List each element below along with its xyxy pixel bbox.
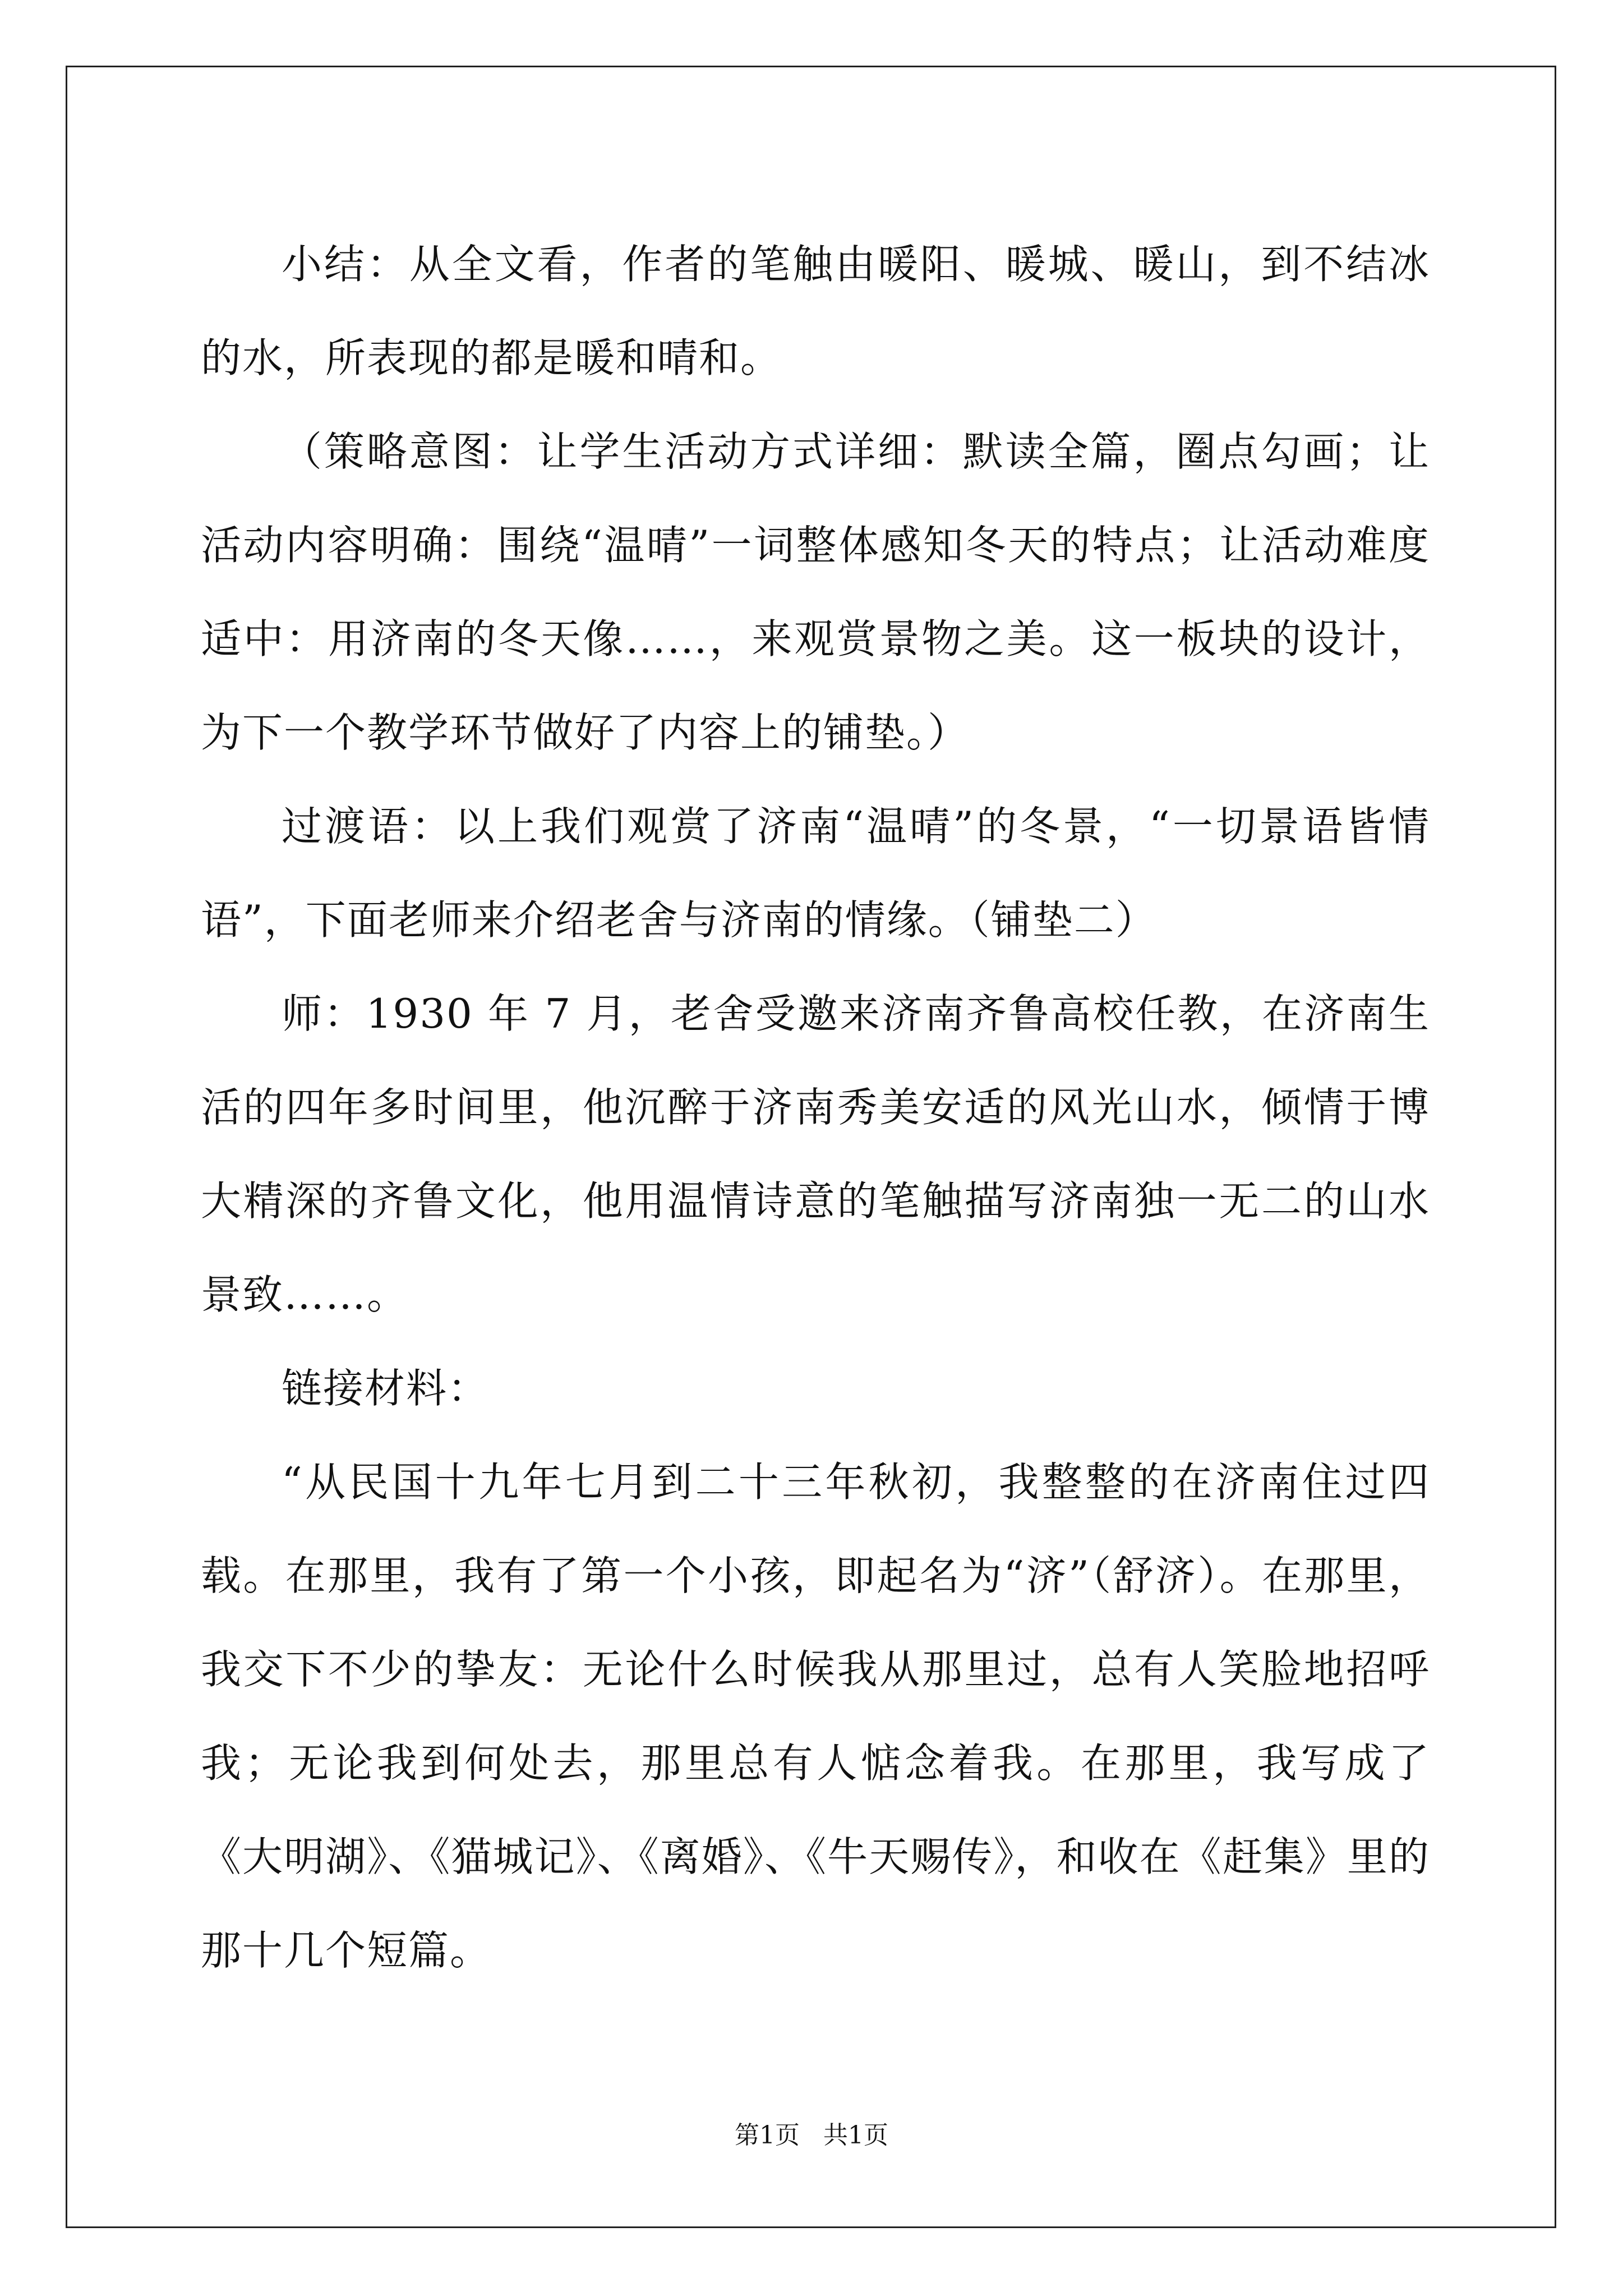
paragraph-strategy-intent: （策略意图：让学生活动方式详细：默读全篇，圈点勾画；让活动内容明确：围绕“温晴”一词整体感知冬天的特点；让活动难度适中：用济南的冬天像……，来观赏景物之美。这一板块的设计，为下一个教学环节做好了内容上的铺垫。） — [201, 428, 1430, 756]
page-footer — [0, 2115, 1623, 2151]
paragraph-transition: 过渡语：以上我们观赏了济南“温晴”的冬景，“一切景语皆情语”，下面老师来介绍老舍与济南的情缘。（铺垫二） — [201, 803, 1430, 944]
paragraph-summary: 小结：从全文看，作者的笔触由暖阳、暖城、暖山，到不结冰的水，所表现的都是暖和晴和。 — [201, 241, 1430, 381]
paragraph-link-material-heading: 链接材料： — [282, 1365, 490, 1412]
page-total: 共1页 — [823, 2121, 888, 2150]
paragraph-quote: “从民国十九年七月到二十三年秋初，我整整的在济南住过四载。在那里，我有了第一个小孩，即起名为“济”（舒济）。在那里，我交下不少的挚友：无论什么时候我从那里过，总有人笑脸地招呼我；无论我到何处去，那里总有人惦念着我。在那里，我写成了《大明湖》、《猫城记》、《离婚》、《牛天赐传》，和收在《赶集》里的那十几个短篇。 — [201, 1458, 1430, 1974]
paragraph-teacher: 师：1930 年 7 月，老舍受邀来济南齐鲁高校任教，在济南生活的四年多时间里，他沉醉于济南秀美安适的风光山水，倾情于博大精深的齐鲁文化，他用温情诗意的笔触描写济南独一无二的山水景致……。 — [201, 990, 1430, 1318]
page-number: 第1页 — [735, 2121, 800, 2150]
document-body — [201, 218, 1430, 1998]
